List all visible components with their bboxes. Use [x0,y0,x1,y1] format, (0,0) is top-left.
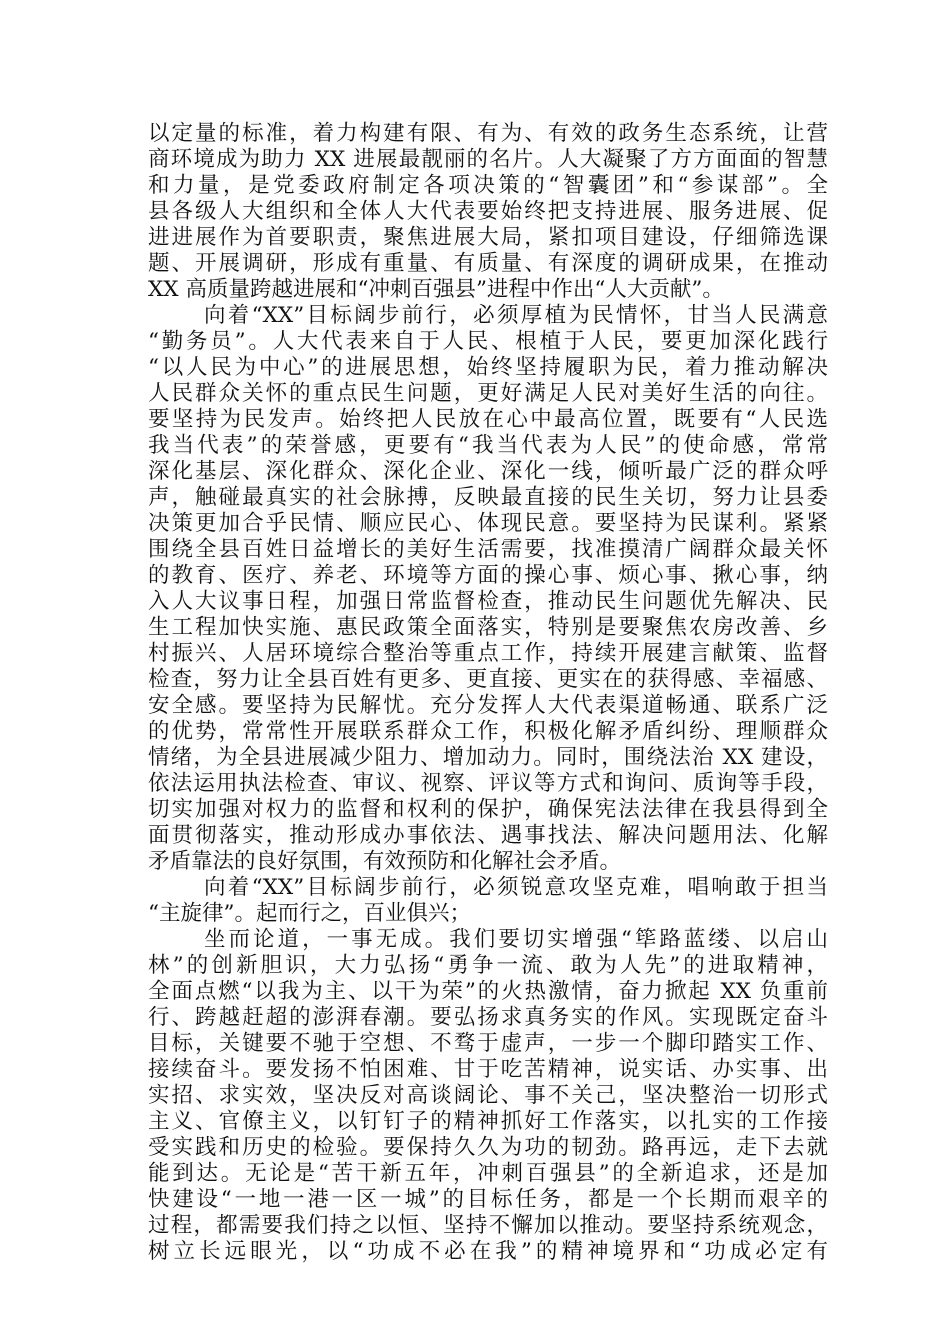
text-line: 围绕全县百姓日益增长的美好生活需要，找准摸清广阔群众最关怀 [148,537,828,562]
text-line: 声，触碰最真实的社会脉搏，反映最直接的民生关切，努力让县委 [148,485,828,510]
text-line: 题、开展调研，形成有重量、有质量、有深度的调研成果，在推动 [148,251,828,276]
text-line: “以人民为中心”的进展思想，始终坚持履职为民，着力推动解决 [148,355,828,380]
text-line: 实招、求实效，坚决反对高谈阔论、事不关己，坚决整治一切形式 [148,1083,828,1108]
paragraph-first-line: 向着“XX”目标阔步前行，必须厚植为民情怀，甘当人民满意 [204,303,828,328]
text-line: 快建设“一地一港一区一城”的目标任务，都是一个长期而艰辛的 [148,1187,828,1212]
text-line: 生工程加快实施、惠民政策全面落实，特别是要聚焦农房改善、乡 [148,615,828,640]
text-line: 林”的创新胆识，大力弘扬“勇争一流、敢为人先”的进取精神， [148,953,828,978]
text-line: 以定量的标准，着力构建有限、有为、有效的政务生态系统，让营 [148,121,828,146]
text-line: 目标，关键要不驰于空想、不骛于虚声，一步一个脚印踏实工作、 [148,1031,828,1056]
text-line: 矛盾靠法的良好氛围，有效预防和化解社会矛盾。 [148,849,622,874]
text-line: “主旋律”。起而行之，百业俱兴； [148,901,471,926]
text-line: 树立长远眼光，以“功成不必在我”的精神境界和“功成必定有 [148,1239,828,1264]
text-line: 面贯彻落实，推动形成办事依法、遇事找法、解决问题用法、化解 [148,823,828,848]
text-line: 过程，都需要我们持之以恒、坚持不懈加以推动。要坚持系统观念， [148,1213,828,1238]
text-line: 决策更加合乎民情、顺应民心、体现民意。要坚持为民谋利。紧紧 [148,511,828,536]
text-line: 入人大议事日程，加强日常监督检查，推动民生问题优先解决、民 [148,589,828,614]
text-line: 的优势，常常性开展联系群众工作，积极化解矛盾纠纷、理顺群众 [148,719,828,744]
document-body-text [148,121,828,1265]
text-line: 县各级人大组织和全体人大代表要始终把支持进展、服务进展、促 [148,199,828,224]
text-line: XX 高质量跨越进展和“冲刺百强县”进程中作出“人大贡献”。 [148,277,724,302]
text-line: 安全感。要坚持为民解忧。充分发挥人大代表渠道畅通、联系广泛 [148,693,828,718]
text-line: 要坚持为民发声。始终把人民放在心中最高位置，既要有“人民选 [148,407,828,432]
text-line: 全面点燃“以我为主、以干为荣”的火热激情，奋力掀起 XX 负重前 [148,979,828,1004]
text-line: 依法运用执法检查、审议、视察、评议等方式和询问、质询等手段， [148,771,828,796]
text-line: 商环境成为助力 XX 进展最靓丽的名片。人大凝聚了方方面面的智慧 [148,147,828,172]
text-line: 人民群众关怀的重点民生问题，更好满足人民对美好生活的向往。 [148,381,828,406]
text-line: 接续奋斗。要发扬不怕困难、甘于吃苦精神，说实话、办实事、出 [148,1057,828,1082]
text-line: 能到达。无论是“苦干新五年，冲刺百强县”的全新追求，还是加 [148,1161,828,1186]
text-line: 村振兴、人居环境综合整治等重点工作，持续开展建言献策、监督 [148,641,828,666]
text-line: 进进展作为首要职责，聚焦进展大局，紧扣项目建设，仔细筛选课 [148,225,828,250]
text-line: 切实加强对权力的监督和权利的保护，确保宪法法律在我县得到全 [148,797,828,822]
text-line: “勤务员”。人大代表来自于人民、根植于人民，要更加深化践行 [148,329,828,354]
paragraph-first-line: 坐而论道，一事无成。我们要切实增强“筚路蓝缕、以启山 [204,927,828,952]
text-line: 行、跨越赶超的澎湃春潮。要弘扬求真务实的作风。实现既定奋斗 [148,1005,828,1030]
paragraph-first-line: 向着“XX”目标阔步前行，必须锐意攻坚克难，唱响敢于担当 [204,875,828,900]
text-line: 的教育、医疗、养老、环境等方面的操心事、烦心事、揪心事，纳 [148,563,828,588]
text-line: 我当代表”的荣誉感，更要有“我当代表为人民”的使命感，常常 [148,433,828,458]
text-line: 检查，努力让全县百姓有更多、更直接、更实在的获得感、幸福感、 [148,667,828,692]
text-line: 情绪，为全县进展减少阻力、增加动力。同时，围绕法治 XX 建设， [148,745,828,770]
text-line: 受实践和历史的检验。要保持久久为功的韧劲。路再远，走下去就 [148,1135,828,1160]
text-line: 主义、官僚主义，以钉钉子的精神抓好工作落实，以扎实的工作接 [148,1109,828,1134]
text-line: 深化基层、深化群众、深化企业、深化一线，倾听最广泛的群众呼 [148,459,828,484]
text-line: 和力量，是党委政府制定各项决策的“智囊团”和“参谋部”。全 [148,173,828,198]
